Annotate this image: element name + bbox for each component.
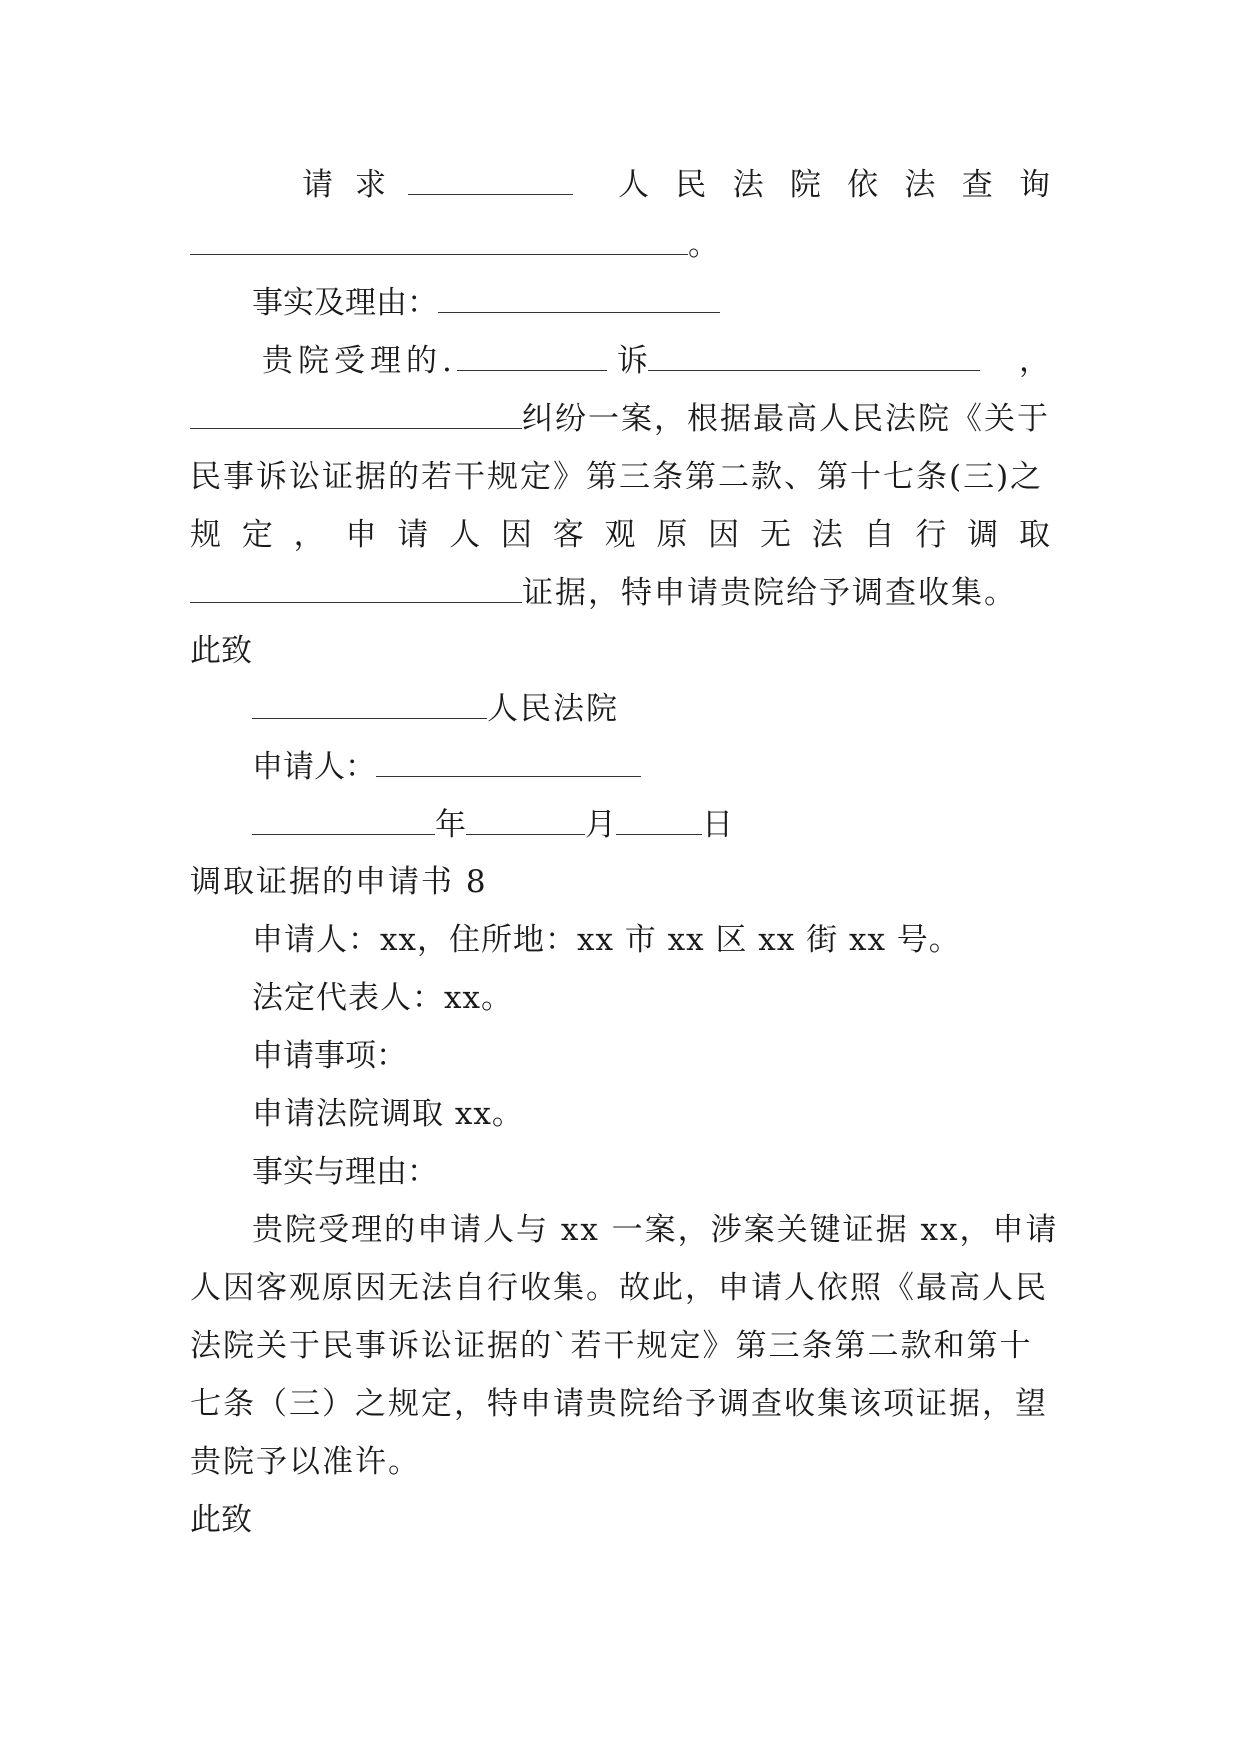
year-label: 年: [435, 807, 466, 843]
legal-representative-text: 法定代表人：xx。: [252, 980, 513, 1016]
dispute-blank: [190, 402, 522, 429]
body-line-4: [190, 1384, 1050, 1424]
char: 因: [708, 517, 740, 553]
document-title-text: 调取证据的申请书 8: [190, 864, 488, 900]
applicant-sign-label: 申请人：: [252, 749, 376, 785]
request-tail: [618, 165, 1050, 205]
char: 人: [618, 167, 649, 203]
salutation-text: 此致: [190, 633, 252, 669]
query-content-blank: [190, 228, 688, 255]
body-line-3: [190, 1326, 1050, 1366]
char: 申: [345, 517, 377, 553]
comma: ，: [1019, 343, 1050, 379]
char: 定: [241, 517, 273, 553]
body-line-1: [252, 1210, 1059, 1250]
char: 查: [961, 167, 993, 203]
char: 无: [759, 517, 791, 553]
char: 法: [904, 167, 936, 203]
legal-representative: [252, 978, 1112, 1018]
body-text: 法院关于民事诉讼证据的`若干规定》第三条第二款和第十: [190, 1328, 1033, 1364]
regulation-line: [190, 457, 1050, 497]
body-line-2: [190, 1268, 1050, 1308]
evidence-line: [190, 573, 1050, 613]
applicant-info: [252, 920, 1112, 960]
body-line-5: [190, 1442, 1050, 1482]
evidence-blank: [190, 576, 522, 603]
court-line: [190, 689, 1050, 729]
day-blank: [616, 808, 702, 835]
body-text: 贵院予以准许。: [190, 1444, 421, 1480]
applicant-sign-blank: [376, 750, 641, 777]
char: 民: [675, 167, 707, 203]
evidence-text: 证据，特申请贵院给予调查收集。: [522, 575, 1017, 611]
facts-label: 事实及理由：: [252, 285, 438, 321]
applicant-sign-line: [190, 747, 1050, 787]
char: 询: [1018, 167, 1050, 203]
case-intro: 贵院受理的.: [262, 343, 457, 379]
month-label: 月: [585, 807, 616, 843]
char: 人: [449, 517, 481, 553]
body-text: 七条（三）之规定，特申请贵院给予调查收集该项证据，望: [190, 1386, 1048, 1422]
char: 因: [500, 517, 532, 553]
month-blank: [466, 808, 585, 835]
query-content-line: [190, 225, 1050, 265]
char: 规: [190, 517, 221, 553]
matters-heading: [252, 1036, 1112, 1076]
salutation-2-text: 此致: [190, 1502, 252, 1538]
request-line: [190, 165, 1050, 205]
defendant-blank: [648, 344, 980, 371]
case-line: [190, 341, 1050, 381]
dispute-text: 纠纷一案，根据最高人民法院《关于: [522, 401, 1050, 437]
request-word-1: 请: [302, 167, 333, 203]
dispute-line: [190, 399, 1050, 439]
char: 取: [1019, 517, 1050, 553]
plaintiff-blank: [457, 344, 607, 371]
char: 法: [811, 517, 843, 553]
matters-heading-text: 申请事项：: [252, 1038, 407, 1074]
body-text: 人因客观原因无法自行收集。故此，申请人依照《最高人民: [190, 1270, 1048, 1306]
court-suffix: 人民法院: [487, 691, 619, 727]
regulation-text: 民事诉讼证据的若干规定》第三条第二款、第十七条(三)之: [190, 459, 1044, 495]
facts-heading: [252, 1152, 1112, 1192]
char: 请: [397, 517, 429, 553]
char: 依: [847, 167, 879, 203]
su-char: 诉: [616, 343, 648, 379]
salutation-2: [190, 1500, 1050, 1540]
char: 原: [656, 517, 688, 553]
court-name-blank: [408, 168, 573, 195]
applicant-info-text: 申请人：xx，住所地：xx 市 xx 区 xx 街 xx 号。: [252, 922, 961, 958]
day-label: 日: [702, 807, 733, 843]
matters-content-text: 申请法院调取 xx。: [252, 1096, 524, 1132]
facts-line: [190, 283, 1050, 323]
facts-blank: [438, 286, 720, 313]
matters-content: [252, 1094, 1112, 1134]
salutation: [190, 631, 1050, 671]
period: 。: [688, 227, 719, 263]
body-text: 贵院受理的申请人与 xx 一案，涉案关键证据 xx，申请: [252, 1212, 1059, 1248]
char: 院: [789, 167, 821, 203]
char: 自: [863, 517, 895, 553]
char: ，: [293, 517, 325, 553]
request-word-2: 求: [355, 167, 386, 203]
date-line: [190, 805, 1050, 845]
char: 调: [967, 517, 999, 553]
char: 客: [552, 517, 584, 553]
year-blank: [252, 808, 435, 835]
document-title: [190, 862, 1050, 902]
char: 法: [732, 167, 764, 203]
facts-heading-text: 事实与理由：: [252, 1154, 438, 1190]
char: 观: [604, 517, 636, 553]
court-blank: [252, 692, 487, 719]
char: 行: [915, 517, 947, 553]
reason-line: [190, 515, 1050, 555]
